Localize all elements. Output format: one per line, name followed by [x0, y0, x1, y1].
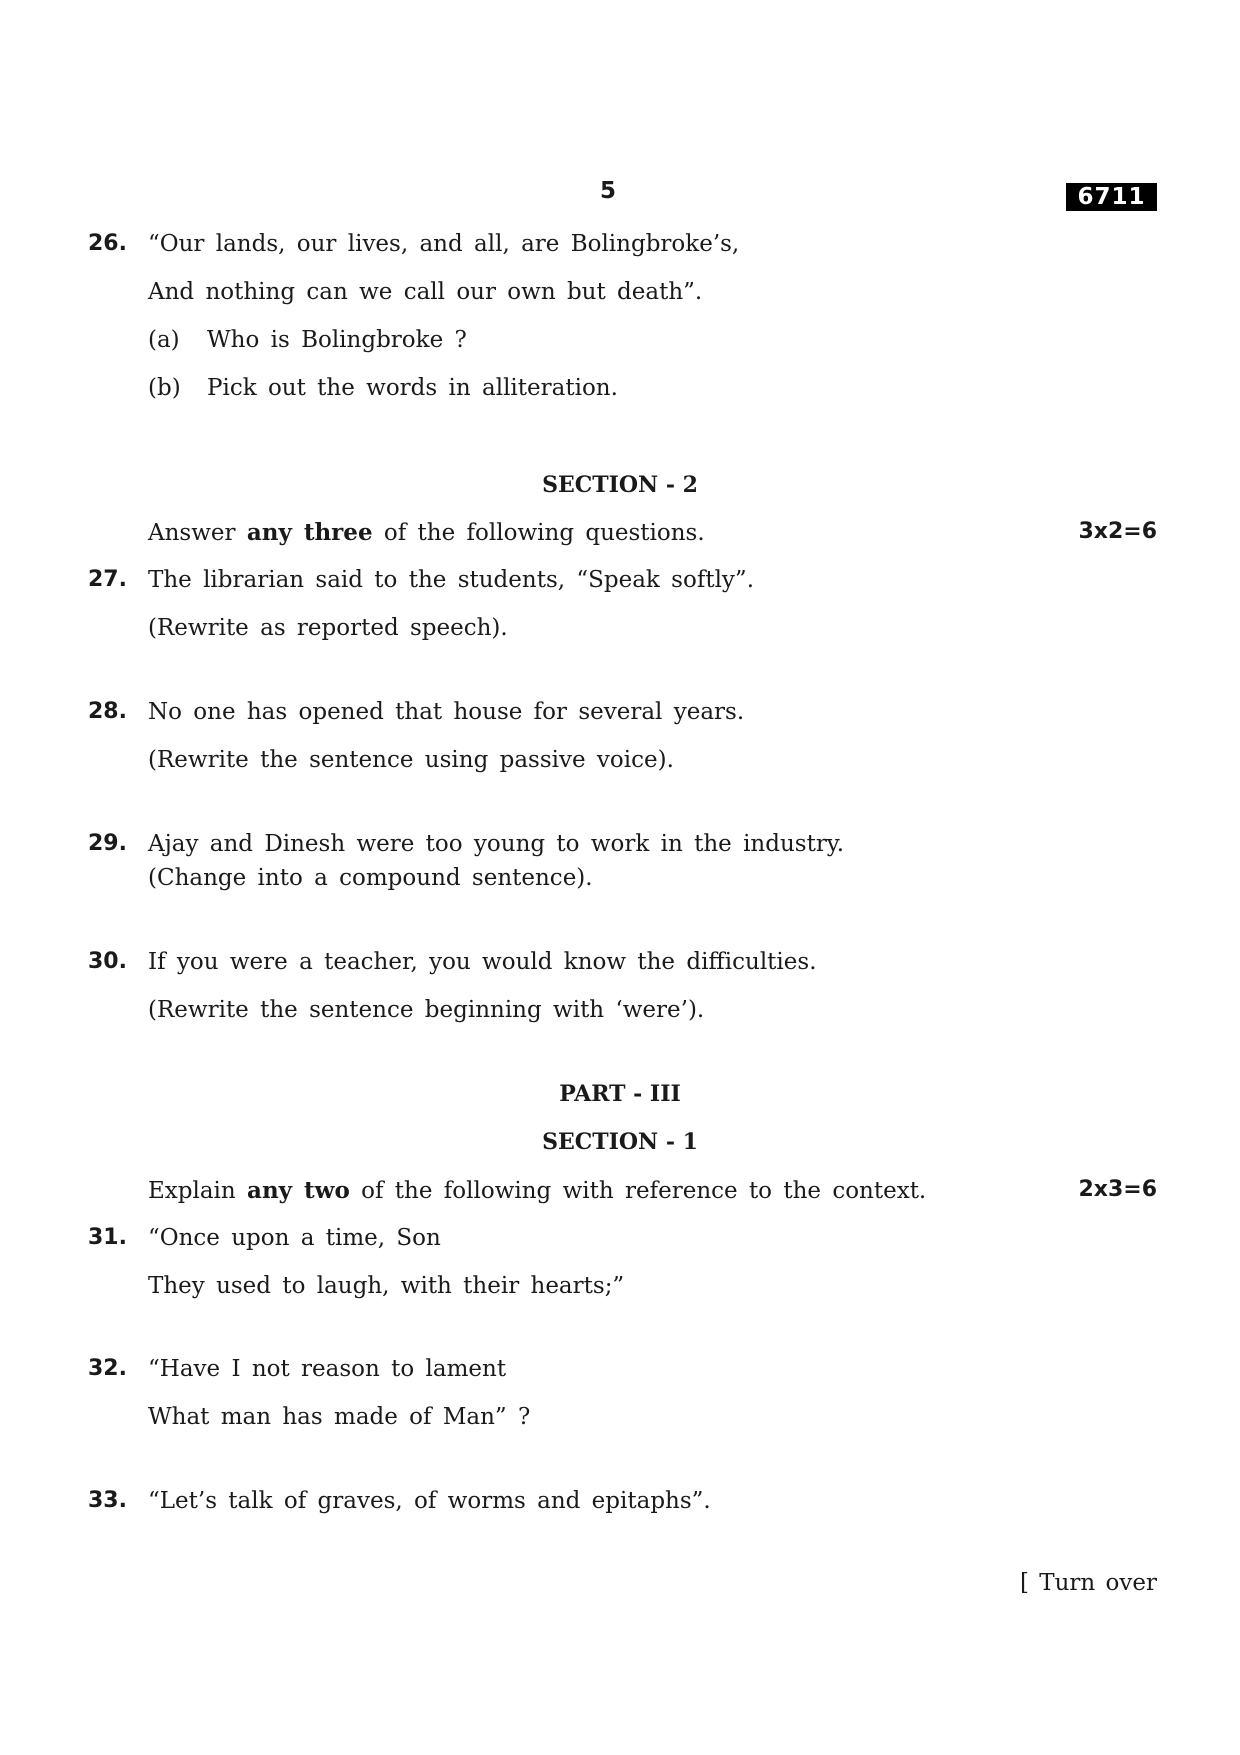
question-text: Ajay and Dinesh were too young to work in the industry. — [148, 831, 845, 857]
question-text: (Rewrite as reported speech). — [148, 615, 508, 641]
question-number: 27. — [88, 567, 127, 592]
instruction-text: of the following questions. — [372, 520, 705, 546]
section-instruction — [148, 1177, 926, 1204]
question-text: “Our lands, our lives, and all, are Bolingbroke’s, — [148, 231, 740, 257]
question-text: No one has opened that house for several years. — [148, 699, 745, 725]
section-heading: SECTION - 2 — [542, 472, 698, 498]
question-text: (Change into a compound sentence). — [148, 865, 593, 891]
part-heading: PART - III — [559, 1081, 681, 1107]
question-text: “Have I not reason to lament — [148, 1356, 507, 1382]
sub-question-label: (a) — [148, 327, 180, 353]
instruction-text: Answer — [148, 520, 247, 546]
question-text: “Let’s talk of graves, of worms and epitaphs”. — [148, 1488, 711, 1514]
question-number: 26. — [88, 231, 127, 256]
question-text: What man has made of Man” ? — [148, 1404, 531, 1430]
question-text: (Rewrite the sentence using passive voice). — [148, 747, 674, 773]
question-number: 28. — [88, 699, 127, 724]
instruction-emphasis: any three — [246, 519, 373, 546]
question-number: 32. — [88, 1356, 127, 1381]
question-text: They used to laugh, with their hearts;” — [148, 1273, 625, 1299]
instruction-text: of the following with reference to the context. — [349, 1178, 927, 1204]
page-number: 5 — [600, 178, 617, 204]
turn-over-note: [ Turn over — [1019, 1570, 1157, 1596]
question-text: (Rewrite the sentence beginning with ‘were’). — [148, 997, 705, 1023]
sub-question-label: (b) — [148, 375, 181, 401]
marks-allocation: 3x2=6 — [1078, 519, 1157, 544]
instruction-emphasis: any two — [247, 1177, 350, 1204]
question-text: The librarian said to the students, “Speak softly”. — [148, 567, 754, 593]
question-number: 29. — [88, 831, 127, 856]
section-instruction — [148, 519, 705, 546]
marks-allocation: 2x3=6 — [1078, 1177, 1157, 1202]
instruction-text: Explain — [148, 1178, 248, 1204]
sub-question-text: Pick out the words in alliteration. — [207, 375, 618, 401]
paper-code-badge: 6711 — [1066, 183, 1157, 211]
question-text: “Once upon a time, Son — [148, 1225, 441, 1251]
section-heading: SECTION - 1 — [542, 1129, 698, 1155]
question-text: If you were a teacher, you would know the difficulties. — [148, 949, 817, 975]
question-number: 31. — [88, 1225, 127, 1250]
question-number: 33. — [88, 1488, 127, 1513]
question-text: And nothing can we call our own but death”. — [148, 279, 703, 305]
sub-question-text: Who is Bolingbroke ? — [207, 327, 467, 353]
question-number: 30. — [88, 949, 127, 974]
